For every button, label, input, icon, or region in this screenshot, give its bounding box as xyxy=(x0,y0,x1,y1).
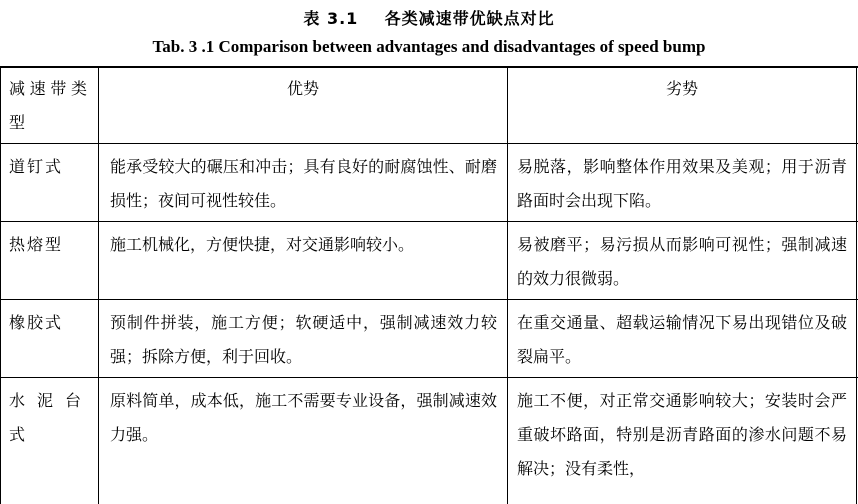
header-cell-disadvantages: 劣势 xyxy=(665,79,698,98)
row-divider xyxy=(0,221,858,222)
table-caption-english: Tab. 3 .1 Comparison between advantages and disadvantages of speed bump xyxy=(152,37,706,56)
table-cell-advantages: 能承受较大的碾压和冲击；具有良好的耐腐蚀性、耐磨损性；夜间可视性较佳。 xyxy=(110,157,497,210)
header-cell-type: 减速带类型 xyxy=(9,79,89,132)
column-divider xyxy=(856,66,857,504)
table-cell-advantages: 预制件拼装，施工方便；软硬适中，强制减速效力较强；拆除方便，利于回收。 xyxy=(110,313,497,366)
table-caption-chinese: 表 3.1 各类减速带优缺点对比 xyxy=(303,9,555,28)
table-top-border xyxy=(0,66,858,68)
row-divider xyxy=(0,299,858,300)
column-divider xyxy=(0,66,1,504)
table-cell-disadvantages: 施工不便，对正常交通影响较大；安装时会严重破坏路面，特别是沥青路面的渗水问题不易解决；没有柔性， xyxy=(517,391,847,478)
header-cell-advantages: 优势 xyxy=(286,79,319,98)
table-cell-disadvantages: 易被磨平；易污损从而影响可视性；强制减速的效力很微弱。 xyxy=(517,235,847,288)
table-cell-type: 橡胶式 xyxy=(9,313,64,332)
column-divider xyxy=(507,66,508,504)
table-cell-type: 道钉式 xyxy=(9,157,64,176)
header-divider xyxy=(0,143,858,144)
table-cell-disadvantages: 易脱落，影响整体作用效果及美观；用于沥青路面时会出现下陷。 xyxy=(517,157,847,210)
table-cell-type: 热熔型 xyxy=(9,235,64,254)
row-divider xyxy=(0,377,858,378)
table-cell-disadvantages: 在重交通量、超载运输情况下易出现错位及破裂扁平。 xyxy=(517,313,847,366)
table-cell-advantages: 原料简单，成本低，施工不需要专业设备，强制减速效力强。 xyxy=(110,391,497,444)
table-cell-advantages: 施工机械化，方便快捷，对交通影响较小。 xyxy=(110,235,415,254)
table-cell-type: 水泥台式 xyxy=(9,391,89,444)
column-divider xyxy=(98,66,99,504)
